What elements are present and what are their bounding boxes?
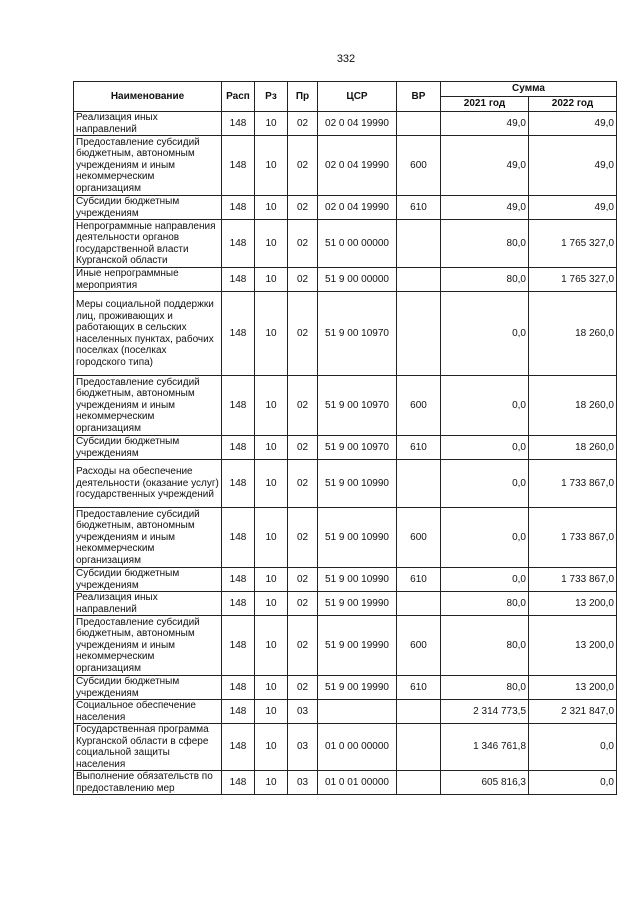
header-vr: ВР [397,82,441,112]
row-vr [397,220,441,268]
row-vr [397,292,441,376]
row-sum-2021: 0,0 [441,436,529,460]
table-row [74,460,617,508]
row-rasp: 148 [222,508,255,568]
row-rasp: 148 [222,616,255,676]
row-csr: 01 0 00 00000 [318,724,397,771]
row-name: Предоставление субсидий бюджетным, автономным учреждениям и иным некоммерческим организациям [74,376,222,436]
row-vr [397,112,441,136]
table-row [74,196,617,220]
row-name: Субсидии бюджетным учреждениям [74,568,222,592]
table-row [74,436,617,460]
header-csr: ЦСР [318,82,397,112]
row-vr: 600 [397,616,441,676]
row-csr: 51 9 00 19990 [318,592,397,616]
row-vr: 610 [397,676,441,700]
row-sum-2021: 2 314 773,5 [441,700,529,724]
table-row [74,676,617,700]
row-csr: 02 0 04 19990 [318,196,397,220]
row-sum-2022: 1 765 327,0 [529,220,617,268]
row-sum-2021: 80,0 [441,220,529,268]
row-rasp: 148 [222,112,255,136]
row-name: Субсидии бюджетным учреждениям [74,436,222,460]
table-row [74,376,617,436]
row-sum-2021: 0,0 [441,568,529,592]
row-sum-2021: 80,0 [441,268,529,292]
row-rasp: 148 [222,220,255,268]
row-pr: 02 [288,568,318,592]
row-rz: 10 [255,616,288,676]
budget-table [73,81,617,795]
row-csr: 51 9 00 10990 [318,508,397,568]
row-name: Расходы на обеспечение деятельности (оказание услуг) государственных учреждений [74,460,222,508]
row-pr: 02 [288,292,318,376]
row-sum-2021: 0,0 [441,292,529,376]
row-sum-2022: 1 733 867,0 [529,568,617,592]
header-rasp: Расп [222,82,255,112]
row-sum-2021: 0,0 [441,508,529,568]
row-rz: 10 [255,700,288,724]
row-sum-2022: 2 321 847,0 [529,700,617,724]
row-rasp: 148 [222,724,255,771]
row-csr: 51 9 00 10970 [318,292,397,376]
row-name: Реализация иных направлений [74,592,222,616]
row-sum-2021: 80,0 [441,676,529,700]
table-header [74,82,617,112]
row-pr: 02 [288,436,318,460]
table-row [74,220,617,268]
row-rz: 10 [255,136,288,196]
row-csr: 01 0 01 00000 [318,771,397,795]
row-rz: 10 [255,568,288,592]
row-sum-2021: 0,0 [441,460,529,508]
row-vr: 600 [397,376,441,436]
row-rz: 10 [255,196,288,220]
row-sum-2021: 80,0 [441,592,529,616]
row-rasp: 148 [222,771,255,795]
row-csr: 51 9 00 19990 [318,676,397,700]
row-sum-2022: 49,0 [529,112,617,136]
row-name: Субсидии бюджетным учреждениям [74,676,222,700]
row-csr: 51 0 00 00000 [318,220,397,268]
row-rasp: 148 [222,268,255,292]
row-sum-2022: 49,0 [529,196,617,220]
row-pr: 02 [288,196,318,220]
row-pr: 02 [288,508,318,568]
row-csr: 51 9 00 10990 [318,460,397,508]
row-vr [397,724,441,771]
row-pr: 03 [288,700,318,724]
row-vr [397,700,441,724]
row-name: Предоставление субсидий бюджетным, автономным учреждениям и иным некоммерческим организациям [74,136,222,196]
row-name: Реализация иных направлений [74,112,222,136]
row-name: Субсидии бюджетным учреждениям [74,196,222,220]
row-rasp: 148 [222,568,255,592]
row-sum-2021: 1 346 761,8 [441,724,529,771]
row-vr: 610 [397,436,441,460]
row-sum-2022: 18 260,0 [529,292,617,376]
row-sum-2022: 0,0 [529,771,617,795]
row-vr: 610 [397,196,441,220]
row-sum-2022: 1 733 867,0 [529,460,617,508]
row-vr: 600 [397,508,441,568]
row-csr: 51 9 00 19990 [318,616,397,676]
table-row [74,724,617,771]
row-pr: 02 [288,136,318,196]
row-name: Меры социальной поддержки лиц, проживающих и работающих в сельских населенных пунктах, рабочих поселках (поселках городского типа) [74,292,222,376]
row-sum-2021: 49,0 [441,196,529,220]
row-rasp: 148 [222,460,255,508]
header-sum: Сумма [441,82,617,97]
row-rasp: 148 [222,376,255,436]
row-vr [397,268,441,292]
row-rz: 10 [255,268,288,292]
row-sum-2022: 1 765 327,0 [529,268,617,292]
header-2022: 2022 год [529,97,617,112]
row-pr: 02 [288,616,318,676]
table-row [74,112,617,136]
row-vr: 610 [397,568,441,592]
table-row [74,136,617,196]
row-pr: 02 [288,592,318,616]
row-pr: 02 [288,268,318,292]
header-name: Наименование [74,82,222,112]
row-sum-2022: 13 200,0 [529,616,617,676]
row-csr: 51 9 00 00000 [318,268,397,292]
row-rasp: 148 [222,292,255,376]
header-2021: 2021 год [441,97,529,112]
row-pr: 03 [288,724,318,771]
row-sum-2022: 13 200,0 [529,592,617,616]
row-rasp: 148 [222,700,255,724]
row-sum-2021: 80,0 [441,616,529,676]
row-name: Предоставление субсидий бюджетным, автономным учреждениям и иным некоммерческим организациям [74,616,222,676]
row-rz: 10 [255,676,288,700]
row-rz: 10 [255,508,288,568]
row-name: Непрограммные направления деятельности органов государственной власти Курганской области [74,220,222,268]
table-row [74,771,617,795]
row-sum-2022: 49,0 [529,136,617,196]
row-csr: 02 0 04 19990 [318,136,397,196]
table-row [74,268,617,292]
row-vr [397,771,441,795]
row-sum-2021: 0,0 [441,376,529,436]
page-number: 332 [336,53,356,65]
row-csr: 02 0 04 19990 [318,112,397,136]
row-name: Социальное обеспечение населения [74,700,222,724]
row-rasp: 148 [222,136,255,196]
row-name: Предоставление субсидий бюджетным, автономным учреждениям и иным некоммерческим организациям [74,508,222,568]
row-sum-2021: 49,0 [441,136,529,196]
row-csr [318,700,397,724]
table-row [74,508,617,568]
row-sum-2022: 0,0 [529,724,617,771]
row-rz: 10 [255,376,288,436]
table-body [74,112,617,795]
row-sum-2021: 605 816,3 [441,771,529,795]
row-name: Иные непрограммные мероприятия [74,268,222,292]
row-pr: 02 [288,112,318,136]
table-row [74,700,617,724]
row-rasp: 148 [222,196,255,220]
row-rz: 10 [255,220,288,268]
table-row [74,616,617,676]
row-vr: 600 [397,136,441,196]
row-pr: 02 [288,460,318,508]
row-csr: 51 9 00 10970 [318,436,397,460]
row-rz: 10 [255,436,288,460]
row-sum-2022: 1 733 867,0 [529,508,617,568]
row-vr [397,460,441,508]
table-row [74,292,617,376]
row-csr: 51 9 00 10990 [318,568,397,592]
row-rasp: 148 [222,592,255,616]
row-name: Государственная программа Курганской области в сфере социальной защиты населения [74,724,222,771]
row-name: Выполнение обязательств по предоставлению мер [74,771,222,795]
row-pr: 03 [288,771,318,795]
row-rz: 10 [255,460,288,508]
row-rasp: 148 [222,436,255,460]
row-rasp: 148 [222,676,255,700]
row-pr: 02 [288,220,318,268]
header-pr: Пр [288,82,318,112]
table-row [74,568,617,592]
row-vr [397,592,441,616]
row-rz: 10 [255,592,288,616]
row-pr: 02 [288,676,318,700]
row-sum-2022: 13 200,0 [529,676,617,700]
row-pr: 02 [288,376,318,436]
row-rz: 10 [255,112,288,136]
row-rz: 10 [255,724,288,771]
row-sum-2022: 18 260,0 [529,436,617,460]
row-sum-2022: 18 260,0 [529,376,617,436]
row-rz: 10 [255,292,288,376]
table-row [74,592,617,616]
header-rz: Рз [255,82,288,112]
row-sum-2021: 49,0 [441,112,529,136]
row-csr: 51 9 00 10970 [318,376,397,436]
row-rz: 10 [255,771,288,795]
